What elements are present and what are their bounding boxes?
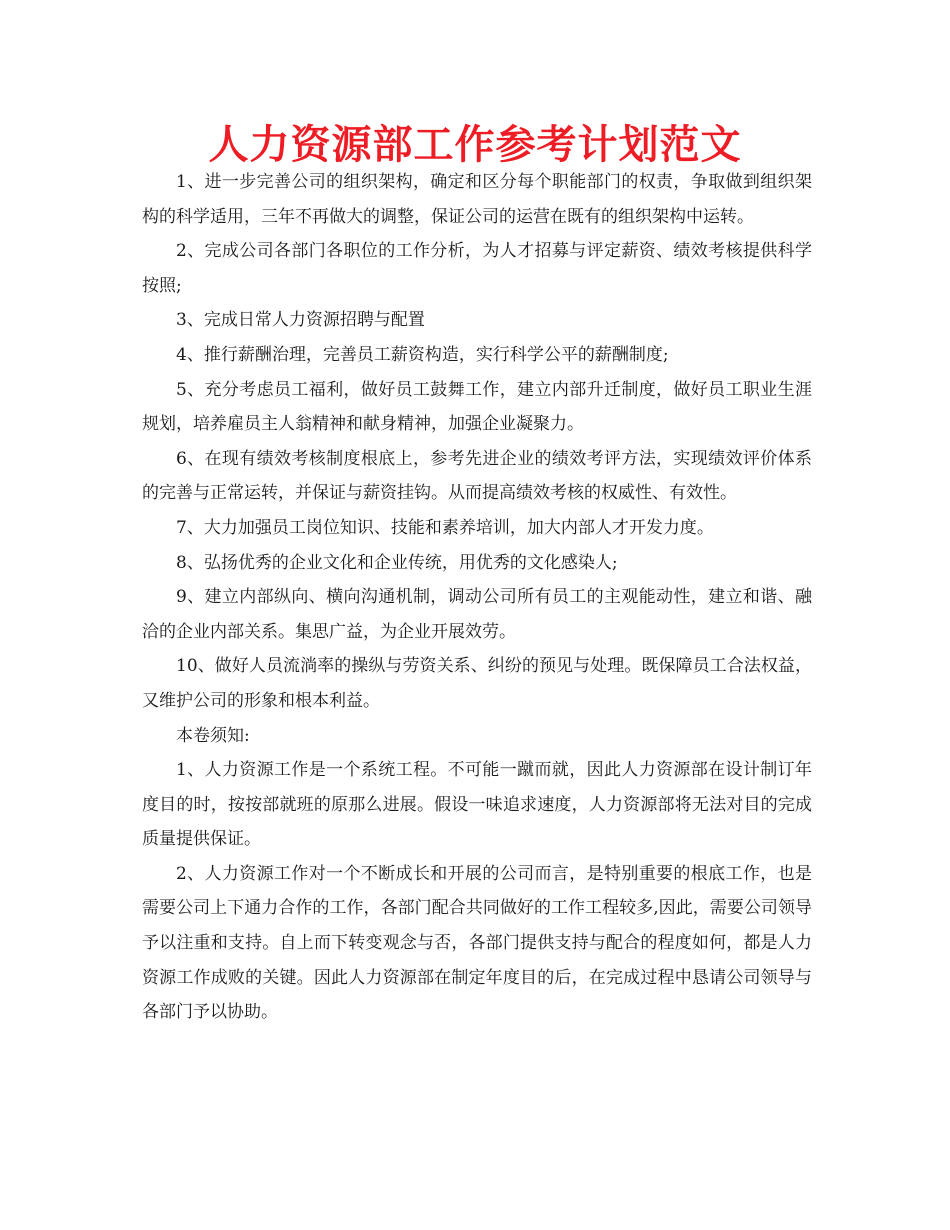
paragraph: 1、进一步完善公司的组织架构，确定和区分每个职能部门的权责，争取做到组织架构的科学适用，三年不再做大的调整，保证公司的运营在既有的组织架构中运转。 (142, 172, 812, 227)
paragraph: 2、人力资源工作对一个不断成长和开展的公司而言，是特别重要的根底工作，也是需要公司上下通力合作的工作，各部门配合共同做好的工作工程较多,因此，需要公司领导予以注重和支持。自上而下转变观念与否，各部门提供支持与配合的程度如何，都是人力资源工作成败的关键。因此人力资源部在制定年度目的后，在完成过程中恳请公司领导与各部门予以协助。 (142, 863, 812, 1023)
paragraph: 2、完成公司各部门各职位的工作分析，为人才招募与评定薪资、绩效考核提供科学按照; (142, 241, 812, 296)
paragraph: 4、推行薪酬治理，完善员工薪资构造，实行科学公平的薪酬制度; (176, 344, 669, 365)
paragraph: 1、人力资源工作是一个系统工程。不可能一蹴而就，因此人力资源部在设计制订年度目的时，按按部就班的原那么进展。假设一味追求速度，人力资源部将无法对目的完成质量提供保证。 (142, 760, 812, 850)
paragraph: 9、建立内部纵向、横向沟通机制，调动公司所有员工的主观能动性，建立和谐、融洽的企业内部关系。集思广益，为企业开展效劳。 (142, 587, 812, 642)
paragraph: 5、充分考虑员工福利，做好员工鼓舞工作，建立内部升迁制度，做好员工职业生涯规划，培养雇员主人翁精神和献身精神，加强企业凝聚力。 (142, 379, 812, 435)
paragraph: 10、做好人员流淌率的操纵与劳资关系、纠纷的预见与处理。既保障员工合法权益，又维护公司的形象和根本利益。 (142, 656, 812, 711)
paragraph: 6、在现有绩效考核制度根底上，参考先进企业的绩效考评方法，实现绩效评价体系的完善与正常运转，并保证与薪资挂钩。从而提高绩效考核的权威性、有效性。 (142, 448, 812, 504)
paragraph: 3、完成日常人力资源招聘与配置 (176, 310, 425, 331)
paragraph: 7、大力加强员工岗位知识、技能和素养培训，加大内部人才开发力度。 (176, 517, 714, 538)
notes-heading: 本卷须知: (176, 725, 250, 746)
document-body (142, 165, 812, 1030)
document-title: 人力资源部工作参考计划范文 (208, 122, 742, 168)
paragraph: 8、弘扬优秀的企业文化和企业传统，用优秀的文化感染人; (176, 552, 618, 573)
